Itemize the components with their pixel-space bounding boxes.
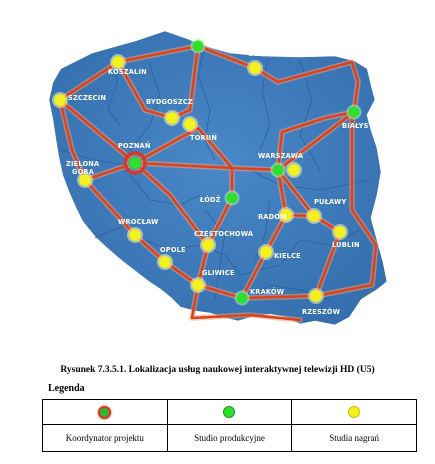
city-label-bydgoszcz: BYDGOSZCZ xyxy=(146,98,193,106)
city-krakow-dot xyxy=(237,293,248,304)
city-label-pulawy: PUŁAWY xyxy=(314,198,347,206)
city-label-rzeszow: RZESZÓW xyxy=(302,308,341,316)
city-label-zielona_gora-0: ZIELONA xyxy=(66,160,100,168)
city-warszawa-studio-marker xyxy=(286,162,302,178)
city-olsztyn-marker xyxy=(247,60,263,76)
city-czestochowa-marker xyxy=(200,237,216,253)
legend-label-production: Studio produkcyjne xyxy=(167,425,292,452)
city-label-lublin: LUBLIN xyxy=(332,241,360,249)
city-label-poznan: POZNAŃ xyxy=(118,142,151,150)
legend-table xyxy=(42,399,417,452)
legend-title: Legenda xyxy=(48,383,85,394)
city-lodz-dot xyxy=(227,193,238,204)
city-bialystok-marker xyxy=(347,105,362,120)
legend-label-recording: Studia nagrań xyxy=(292,425,417,452)
city-label-olsztyn: OLSZTYN xyxy=(248,50,284,58)
legend-cell-recording xyxy=(292,400,417,425)
city-wroclaw-marker xyxy=(127,227,143,243)
city-label-radom: RADOM xyxy=(258,213,287,221)
city-opole-dot xyxy=(159,256,171,268)
city-rzeszow-dot xyxy=(310,290,322,302)
city-label-czestochowa: CZĘSTOCHOWA xyxy=(194,230,254,238)
city-pulawy-marker xyxy=(306,208,322,224)
city-szczecin-marker xyxy=(52,92,68,108)
city-warszawa-studio-dot xyxy=(288,164,300,176)
city-warszawa-marker xyxy=(271,163,286,178)
city-label-torun: TORUŃ xyxy=(190,134,218,142)
city-label-kielce: KIELCE xyxy=(274,252,301,260)
city-olsztyn-dot xyxy=(249,62,261,74)
city-wroclaw-dot xyxy=(129,229,141,241)
city-lodz-marker xyxy=(225,191,240,206)
city-label-lodz: ŁÓDŹ xyxy=(200,196,221,204)
city-label-koszalin: KOSZALIN xyxy=(108,68,147,76)
city-bydgoszcz-dot xyxy=(166,112,178,124)
legend-cell-production xyxy=(167,400,292,425)
legend-cell-coordinator xyxy=(43,400,168,425)
city-kielce-dot xyxy=(260,246,272,258)
city-pulawy-dot xyxy=(308,210,320,222)
legend-symbols-row xyxy=(43,400,417,425)
city-bydgoszcz-marker xyxy=(164,110,180,126)
city-label-bialystok: BIAŁYSTOK xyxy=(342,122,385,130)
legend-labels-row xyxy=(43,425,417,452)
city-label-zielona_gora-1: GÓRA xyxy=(72,168,94,176)
city-czestochowa-dot xyxy=(202,239,214,251)
city-krakow-marker xyxy=(235,291,250,306)
city-gdansk-dot xyxy=(193,41,204,52)
city-gliwice-dot xyxy=(192,279,204,291)
city-poznan-marker xyxy=(125,153,145,173)
city-bialystok-dot xyxy=(349,107,360,118)
production-studio-icon xyxy=(223,406,235,418)
city-opole-marker xyxy=(157,254,173,270)
city-szczecin-dot xyxy=(54,94,66,106)
recording-studio-icon xyxy=(348,406,360,418)
city-gliwice-marker xyxy=(190,277,206,293)
city-lublin-marker xyxy=(332,224,348,240)
city-label-krakow: KRAKÓW xyxy=(250,288,285,296)
city-label-szczecin: SZCZECIN xyxy=(68,94,107,102)
city-rzeszow-marker xyxy=(308,288,324,304)
legend-label-coordinator: Koordynator projektu xyxy=(43,425,168,452)
city-warszawa-dot xyxy=(273,165,284,176)
city-label-warszawa: WARSZAWA xyxy=(258,152,304,160)
coordinator-icon xyxy=(98,406,111,419)
city-torun-marker xyxy=(182,116,198,132)
city-koszalin-dot xyxy=(112,56,124,68)
city-label-wroclaw: WROCŁAW xyxy=(118,218,159,226)
city-poznan-dot xyxy=(130,158,141,169)
city-label-gliwice: GLIWICE xyxy=(202,269,235,277)
city-lublin-dot xyxy=(334,226,346,238)
city-label-gdansk: GDAŃSK xyxy=(172,28,205,36)
figure-caption: Rysunek 7.3.5.1. Lokalizacja usług naukowej interaktywnej telewizji HD (U5) xyxy=(60,365,375,375)
city-label-opole: OPOLE xyxy=(160,246,186,254)
city-gdansk-marker xyxy=(191,39,206,54)
city-kielce-marker xyxy=(258,244,274,260)
city-torun-dot xyxy=(184,118,196,130)
